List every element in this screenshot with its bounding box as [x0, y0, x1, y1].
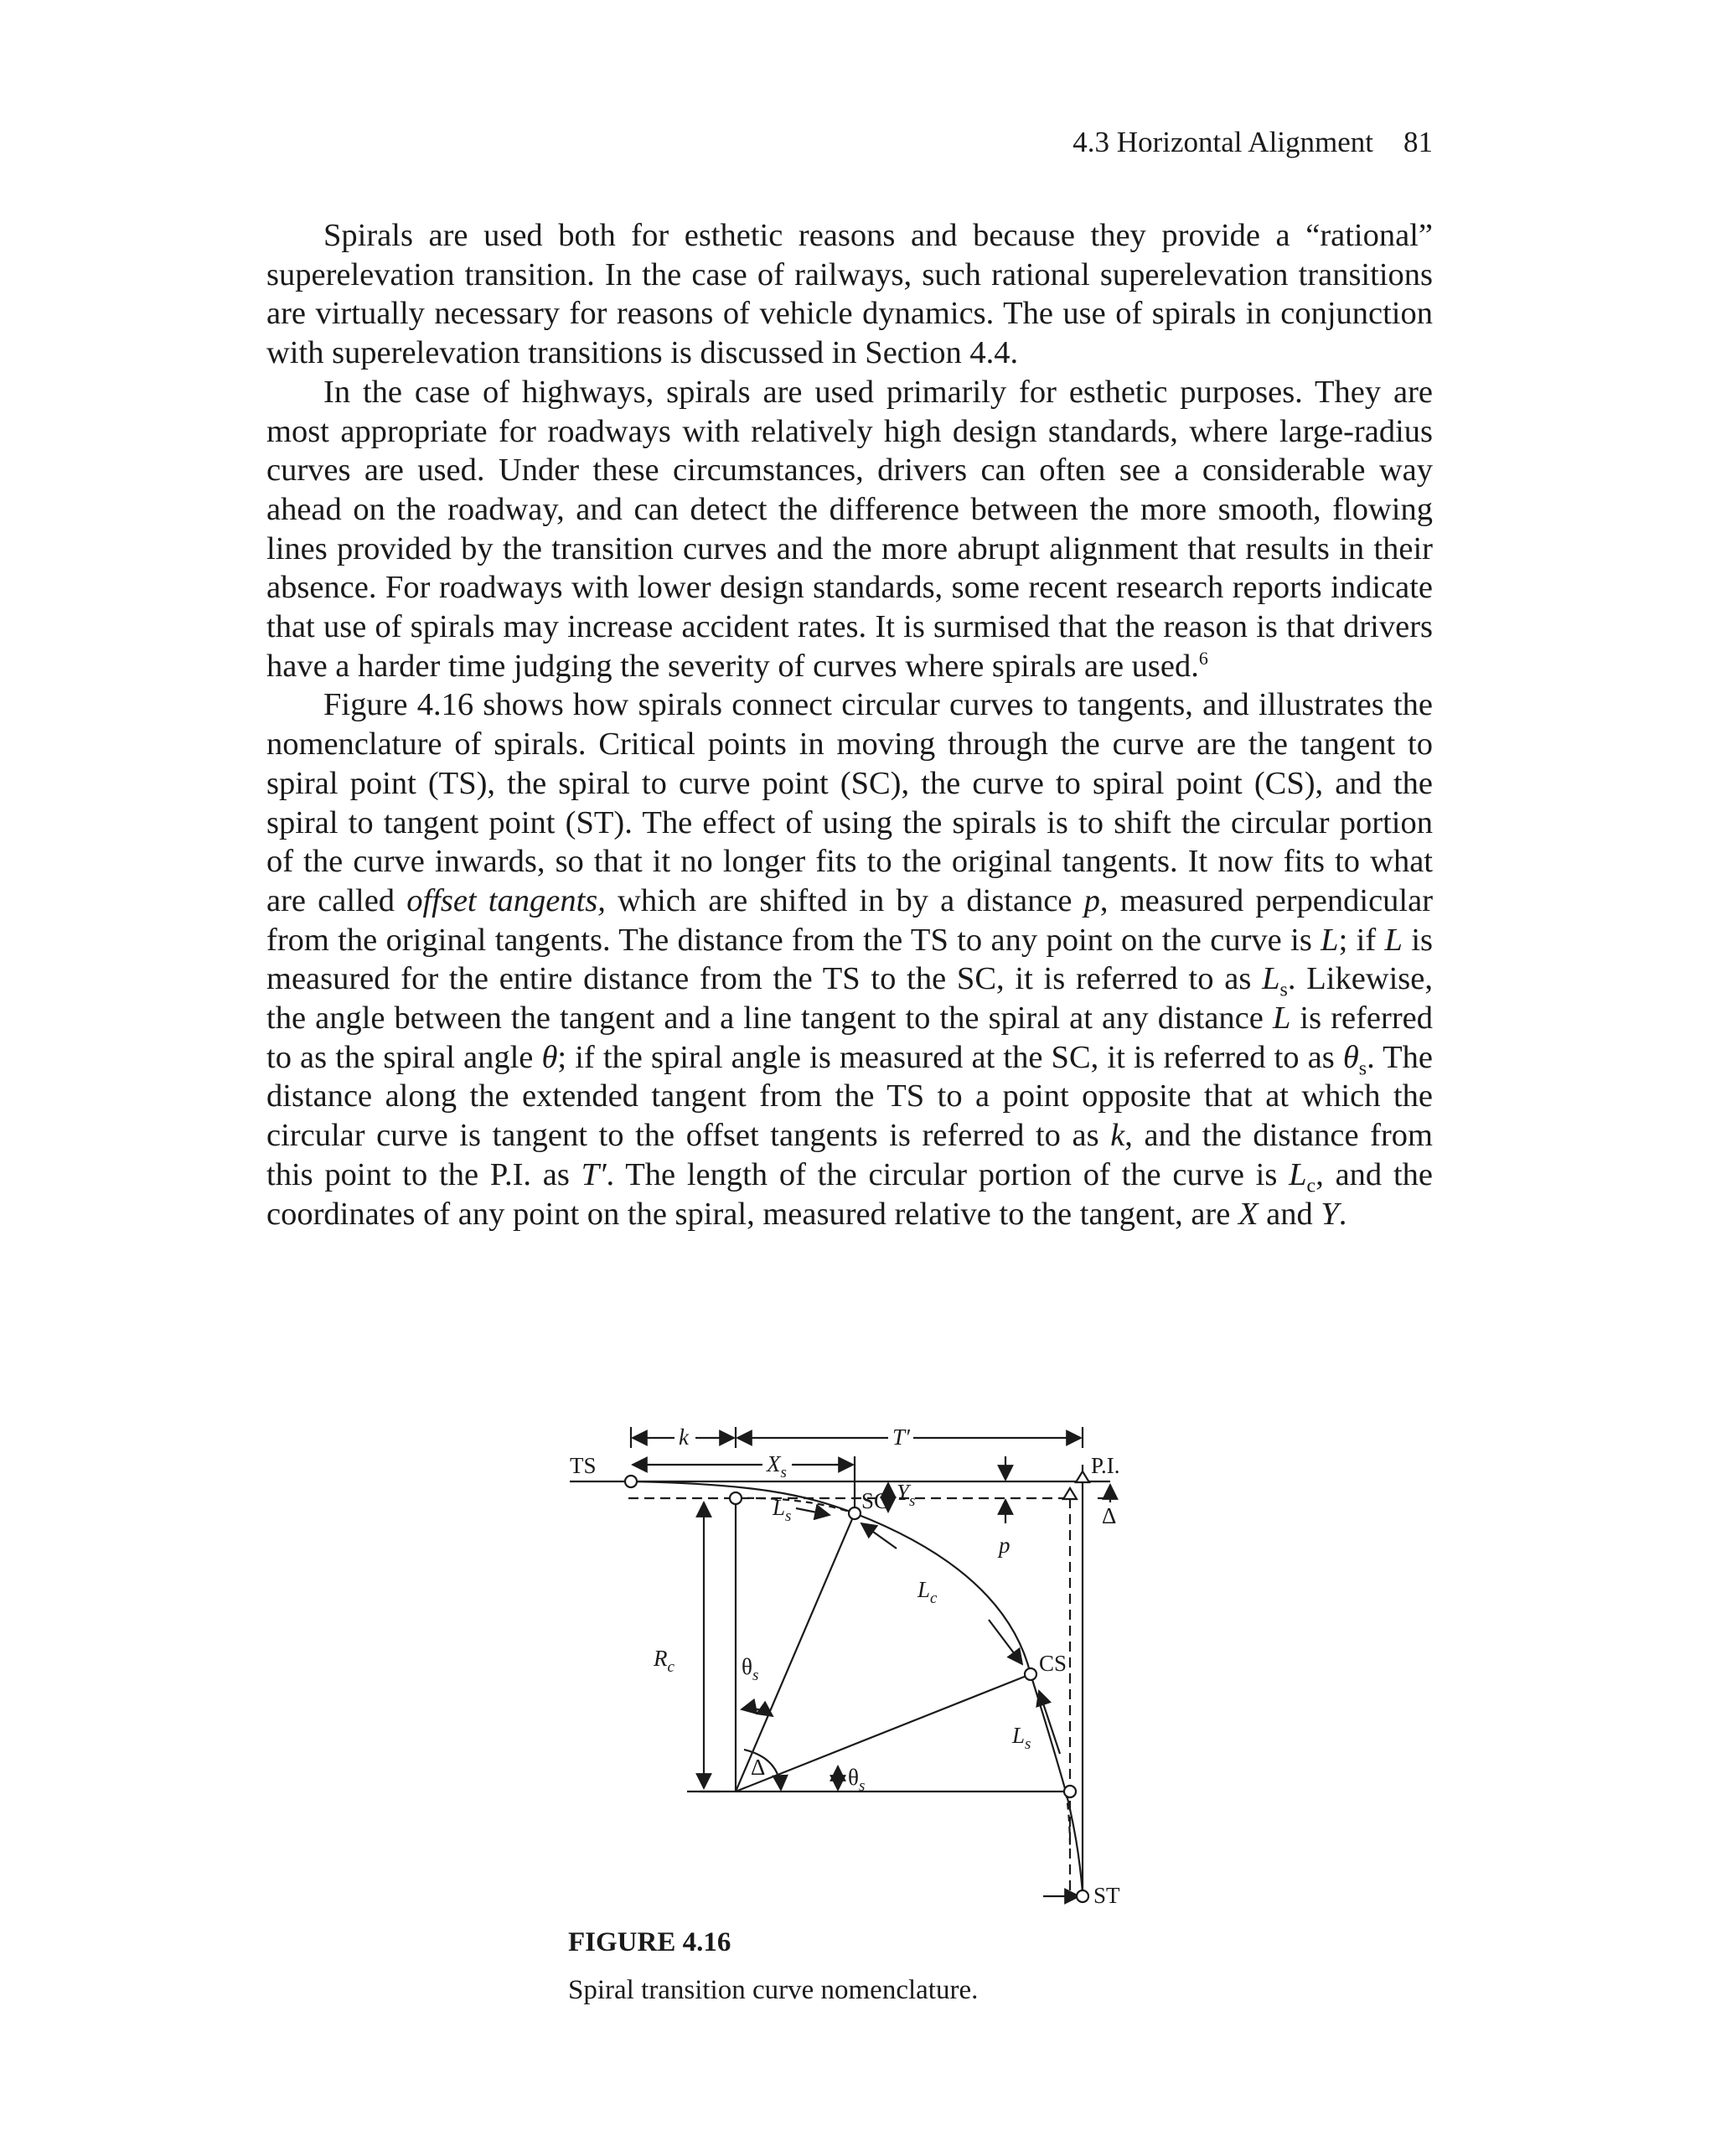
- label-y-sub: s: [909, 1492, 916, 1510]
- label-x-sub: s: [780, 1464, 787, 1481]
- label-ys: [897, 1480, 915, 1510]
- p3-text: . The distance along the extended tangent from the TS to a point opposite that at which the circular curve is tangent to the offset tangents is referred to as: [266, 1039, 1433, 1154]
- label-delta-center: Δ: [751, 1755, 766, 1780]
- label-l: L: [773, 1495, 786, 1520]
- paragraph-3: [266, 685, 1433, 1233]
- label-pi: P.I.: [1091, 1453, 1120, 1478]
- p3-sub: c: [1306, 1175, 1316, 1197]
- label-st: ST: [1093, 1883, 1120, 1908]
- ls-arrow-top: [796, 1508, 830, 1515]
- label-lc: [917, 1577, 938, 1607]
- p3-text: which are shifted in by a distance: [605, 882, 1084, 918]
- body-text: [266, 216, 1433, 1233]
- p3-text: . Likewise, the angle between the tangent and a line tangent to the spiral at any distance: [266, 961, 1433, 1037]
- label-theta-s-top: [742, 1654, 758, 1684]
- label-ts: TS: [570, 1453, 597, 1478]
- page-number: 81: [1403, 126, 1433, 158]
- p3-var: θ: [541, 1039, 558, 1075]
- p3-text: is referred to as the spiral angle: [266, 1000, 1433, 1075]
- label-y: Y: [897, 1480, 910, 1505]
- p3-var: L: [1262, 961, 1280, 997]
- paragraph-1: Spirals are used both for esthetic reasons and because they provide a “rational” superelevation transition. In the case of railways, such rational superelevation transitions are virtually necessary for reasons of vehicle dynamics. The use of spirals in conjunction with superelevation transitions is discussed in Section 4.4.: [266, 218, 1433, 371]
- label-theta: θ: [848, 1765, 859, 1790]
- st-point: [1077, 1890, 1088, 1902]
- label-xs: [766, 1451, 787, 1481]
- paragraph-2-text: In the case of highways, spirals are used primarily for esthetic purposes. They are most appropriate for roadways with relatively high design standards, where large-radius curves are used. Under these circumstances, drivers can often see a considerable way ahead on the roadway, and can detect the difference between the more smooth, flowing lines provided by the transition curves and the more abrupt alignment that results in their absence. For roadways with lower design standards, some recent research reports indicate that use of spirals may increase accident rates. It is surmised that the reason is that drivers have a harder time judging the severity of curves where spirals are used.: [266, 374, 1433, 684]
- p3-var: k: [1110, 1118, 1125, 1154]
- cs-point: [1025, 1668, 1036, 1680]
- circular-arc-extension: [736, 1498, 855, 1513]
- label-cs: CS: [1039, 1651, 1067, 1676]
- spiral-curve-diagram: [553, 1398, 1140, 1917]
- p3-sub: s: [1358, 1057, 1367, 1080]
- label-x: X: [767, 1451, 781, 1476]
- label-l-sub: s: [1025, 1735, 1031, 1753]
- radius-to-sc: [736, 1513, 855, 1791]
- label-theta-s-bottom: [848, 1765, 865, 1795]
- p3-var: X: [1238, 1196, 1259, 1232]
- p3-text: is measured for the entire distance from the TS to the SC, it is referred to as: [266, 922, 1434, 997]
- p3-var: θ: [1342, 1039, 1359, 1075]
- sc-point: [849, 1507, 861, 1519]
- label-l: L: [917, 1577, 931, 1602]
- p3-text: , measured perpendicular from the original tangents. The distance from the TS to any point on the curve is: [266, 882, 1434, 958]
- lc-arrow-1: [861, 1523, 897, 1548]
- label-ls-bottom: [1011, 1723, 1031, 1753]
- p3-var: L: [1272, 1000, 1291, 1037]
- label-t-prime: T′: [892, 1424, 910, 1450]
- p3-sub: s: [1279, 980, 1288, 1002]
- label-l-sub: c: [930, 1590, 938, 1607]
- p3-term: offset tangents,: [406, 882, 606, 918]
- label-l-sub: s: [785, 1507, 792, 1525]
- p3-text: .: [1338, 1196, 1347, 1232]
- offset-point: [1064, 1786, 1076, 1797]
- p3-var: L: [1321, 922, 1339, 958]
- p3-var: Y: [1321, 1196, 1339, 1232]
- label-theta-sub: s: [858, 1777, 866, 1795]
- p3-text: , and the coordinates of any point on the spiral, measured relative to the tangent, are: [266, 1156, 1433, 1232]
- p3-text: ; if the spiral angle is measured at the SC, it is referred to as: [557, 1039, 1343, 1075]
- footnote-ref: 6: [1198, 647, 1208, 669]
- label-k: k: [679, 1424, 689, 1450]
- spiral-curve-path: [631, 1481, 1083, 1892]
- label-r: R: [654, 1646, 668, 1671]
- p3-text: ; if: [1338, 922, 1385, 958]
- label-p: p: [999, 1533, 1010, 1558]
- label-theta-sub: s: [752, 1667, 759, 1684]
- p3-var: L: [1289, 1156, 1307, 1192]
- ts-point: [625, 1476, 637, 1487]
- figure-caption: Spiral transition curve nomenclature.: [568, 1975, 979, 2005]
- p3-var: T′: [581, 1156, 607, 1192]
- running-header: [266, 126, 1433, 159]
- label-sc: SC: [861, 1488, 890, 1513]
- p3-text: , and the distance from this point to the P.I. as: [266, 1118, 1433, 1192]
- p3-text: Figure 4.16 shows how spirals connect circular curves to tangents, and illustrates the nomenclature of spirals. Critical points in moving through the curve are the tangent to spiral point (TS), the spiral to curve point (SC), the curve to spiral point (CS), and the spiral to tangent point (ST). The effect of using the spirals is to shift the circular portion of the curve inwards, so that it no longer fits to the original tangents. It now fits to what are called: [266, 687, 1433, 918]
- p3-var: p: [1083, 882, 1100, 918]
- pi-triangle: [1076, 1471, 1089, 1482]
- figure-number: FIGURE 4.16: [568, 1927, 731, 1957]
- offset-ts-point: [730, 1492, 742, 1504]
- p3-text: and: [1258, 1196, 1321, 1232]
- label-r-sub: c: [667, 1658, 675, 1676]
- header-section-title: 4.3 Horizontal Alignment: [1072, 126, 1373, 158]
- paragraph-2: [266, 373, 1433, 686]
- p3-var: L: [1384, 922, 1403, 958]
- label-l: L: [1012, 1723, 1026, 1748]
- label-theta: θ: [742, 1654, 752, 1679]
- ls-arrow-bottom: [1039, 1691, 1060, 1754]
- label-rc: [653, 1646, 675, 1676]
- lc-arrow-2: [989, 1620, 1022, 1664]
- p3-text: . The length of the circular portion of the curve is: [606, 1156, 1290, 1192]
- radius-to-cs: [736, 1674, 1031, 1791]
- offset-pi-triangle: [1063, 1488, 1077, 1499]
- label-delta-pi: Δ: [1102, 1503, 1117, 1528]
